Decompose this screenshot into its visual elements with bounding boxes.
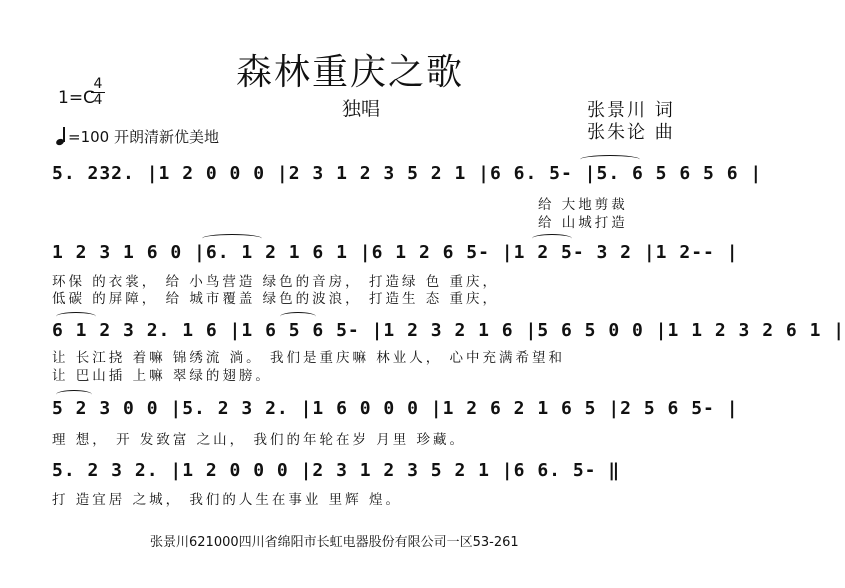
key-signature: 1=C (58, 88, 95, 108)
lyric-line-4: 理 想， 开 发致富 之山， 我们的年轮在岁 月里 珍藏。 (52, 432, 467, 448)
slur-mark (56, 312, 96, 321)
lyric-line-2-verse-2: 低碳 的屏障， 给 城市覆盖 绿色的波浪， 打造生 态 重庆， (52, 291, 500, 307)
lyric-line-1-right-verse-1: 给 大地剪裁 (538, 197, 628, 213)
lyric-line-3-verse-1: 让 长江挠 着嘛 锦绣流 淌。 我们是重庆嘛 林业人， 心中充满希望和 (52, 350, 566, 366)
tempo-text: =100 开朗清新优美地 (68, 128, 219, 146)
lyric-line-3-verse-2: 让 巴山插 上嘛 翠绿的翅膀。 (52, 368, 272, 384)
slur-mark (532, 234, 572, 243)
meter-top: 4 (93, 76, 103, 92)
lyric-line-2-verse-1: 环保 的衣裳， 给 小鸟营造 绿色的音房， 打造绿 色 重庆， (52, 274, 500, 290)
composer-credit: 张朱论 曲 (587, 122, 675, 143)
slur-mark (280, 312, 316, 321)
song-subtitle: 独唱 (342, 98, 381, 120)
lyric-line-1-right-verse-2: 给 山城打造 (538, 215, 628, 231)
notation-line-1: 5. 232. |1 2 0 0 0 |2 3 1 2 3 5 2 1 |6 6. 5- |5. 6 5 6 5 6 | (52, 163, 763, 184)
notation-line-3: 6 1 2 3 2. 1 6 |1 6 5 6 5- |1 2 3 2 1 6 |5 6 5 0 0 |1 1 2 3 2 6 1 | (52, 320, 845, 341)
meter-bottom: 4 (91, 92, 105, 108)
slur-mark (202, 234, 262, 243)
slur-mark (580, 155, 640, 164)
notation-line-2: 1 2 3 1 6 0 |6. 1 2 1 6 1 |6 1 2 6 5- |1 2 5- 3 2 |1 2-- | (52, 242, 739, 263)
notation-line-5: 5. 2 3 2. |1 2 0 0 0 |2 3 1 2 3 5 2 1 |6 6. 5- ‖ (52, 460, 621, 481)
tempo-marking (56, 126, 219, 147)
footer-address: 张景川621000四川省绵阳市长虹电器股份有限公司一区53-261 (150, 535, 519, 550)
lyricist-credit: 张景川 词 (587, 100, 675, 121)
song-title: 森林重庆之歌 (236, 52, 465, 93)
lyric-line-5: 打 造宜居 之城， 我们的人生在事业 里辉 煌。 (52, 492, 402, 508)
notation-line-4: 5 2 3 0 0 |5. 2 3 2. |1 6 0 0 0 |1 2 6 2 1 6 5 |2 5 6 5- | (52, 398, 739, 419)
time-signature (91, 77, 105, 108)
quarter-note-icon (56, 127, 66, 145)
slur-mark (56, 390, 92, 399)
